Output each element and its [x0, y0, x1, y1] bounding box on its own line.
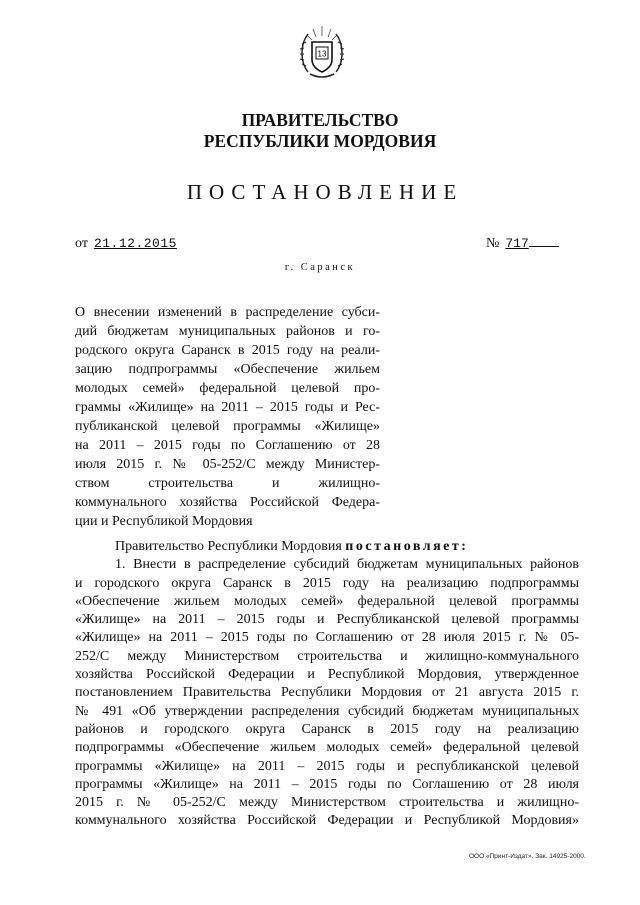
subject-line: дий бюджетам муниципальных районов и го- — [75, 324, 380, 339]
government-title-line1: ПРАВИТЕЛЬСТВО — [241, 110, 399, 130]
date-field — [75, 236, 177, 252]
body-line: «Жилище» на 2011 – 2015 годы и Республиканской целевой программы — [75, 612, 579, 628]
emblem-label: 13 — [317, 49, 327, 59]
subject-block — [75, 303, 380, 531]
body-line: постановлением Правительства Республики Мордовия от 21 августа 2015 г. — [75, 685, 579, 701]
date-prefix: от — [75, 236, 88, 251]
body-line: «Обеспечение жильем молодых семей» федеральной целевой программы — [75, 593, 579, 609]
intro-line — [75, 538, 579, 556]
subject-line: ции и Республикой Мордовия — [75, 514, 253, 529]
intro-prefix: Правительство Республики Мордовия — [115, 539, 346, 554]
body-line: № 491 «Об утверждении распределения субсидий бюджетам муниципальных — [75, 703, 579, 719]
document-type-title: ПОСТАНОВЛЕНИЕ — [186, 180, 464, 204]
subject-line: граммы «Жилище» на 2011 – 2015 годы и Рес- — [75, 400, 380, 415]
subject-line: О внесении изменений в распределение субси- — [75, 305, 380, 320]
subject-line: зацию подпрограммы «Обеспечение жильем — [75, 362, 380, 377]
subject-line: июля 2015 г. № 05-252/С между Министер- — [75, 457, 380, 472]
coat-of-arms-icon — [298, 22, 346, 82]
subject-line: ством строительства и жилищно- — [75, 476, 380, 491]
body-line: «Жилище» на 2011 – 2015 годы по Соглашению от 28 июля 2015 г. № 05- — [75, 630, 579, 646]
body-line: районов и городского округа Саранск в 2015 году на реализацию — [75, 721, 579, 737]
body-line: 2015 г. № 05-252/С между Министерством строительства и жилищно- — [75, 795, 579, 811]
body-line: программы «Жилище» на 2011 – 2015 годы и республиканской целевой — [75, 758, 579, 774]
date-value: 21.12.2015 — [93, 236, 177, 251]
body-line: и городского округа Саранск в 2015 году на реализацию подпрограммы — [75, 575, 579, 591]
number-value: 717 — [505, 236, 529, 251]
body-text — [75, 538, 579, 831]
intro-keyword: постановляет: — [345, 539, 469, 554]
city-label: г. Саранск — [284, 262, 356, 273]
body-line: 252/С между Министерством строительства и жилищно-коммунального — [75, 648, 579, 664]
subject-line: на 2011 – 2015 годы по Соглашению от 28 — [75, 438, 380, 453]
subject-line: молодых семей» федеральной целевой про- — [75, 381, 380, 396]
body-line: программы «Жилище» на 2011 – 2015 годы по Соглашению от 28 июля — [75, 776, 579, 792]
subject-line: родского округа Саранск в 2015 году на реали- — [75, 343, 380, 358]
subject-line: публиканской целевой программы «Жилище» — [75, 419, 380, 434]
government-title-line2: РЕСПУБЛИКИ МОРДОВИЯ — [203, 131, 437, 151]
number-field — [486, 236, 559, 252]
number-prefix: № — [486, 236, 500, 251]
body-line: хозяйства Российской Федерации и Республикой Мордовия, утвержденное — [75, 667, 579, 683]
body-line: подпрограммы «Обеспечение жильем молодых семей» федеральной целевой — [75, 740, 579, 756]
number-underline — [529, 246, 559, 247]
body-line: 1. Внести в распределение субсидий бюджетам муниципальных районов — [115, 557, 579, 573]
body-line: коммунального хозяйства Российской Федерации и Республикой Мордовия» — [75, 813, 579, 829]
subject-line: коммунального хозяйства Российской Федера- — [75, 495, 380, 510]
printer-imprint: ООО «Принт-Издат». Зак. 14925-2000. — [469, 853, 586, 860]
